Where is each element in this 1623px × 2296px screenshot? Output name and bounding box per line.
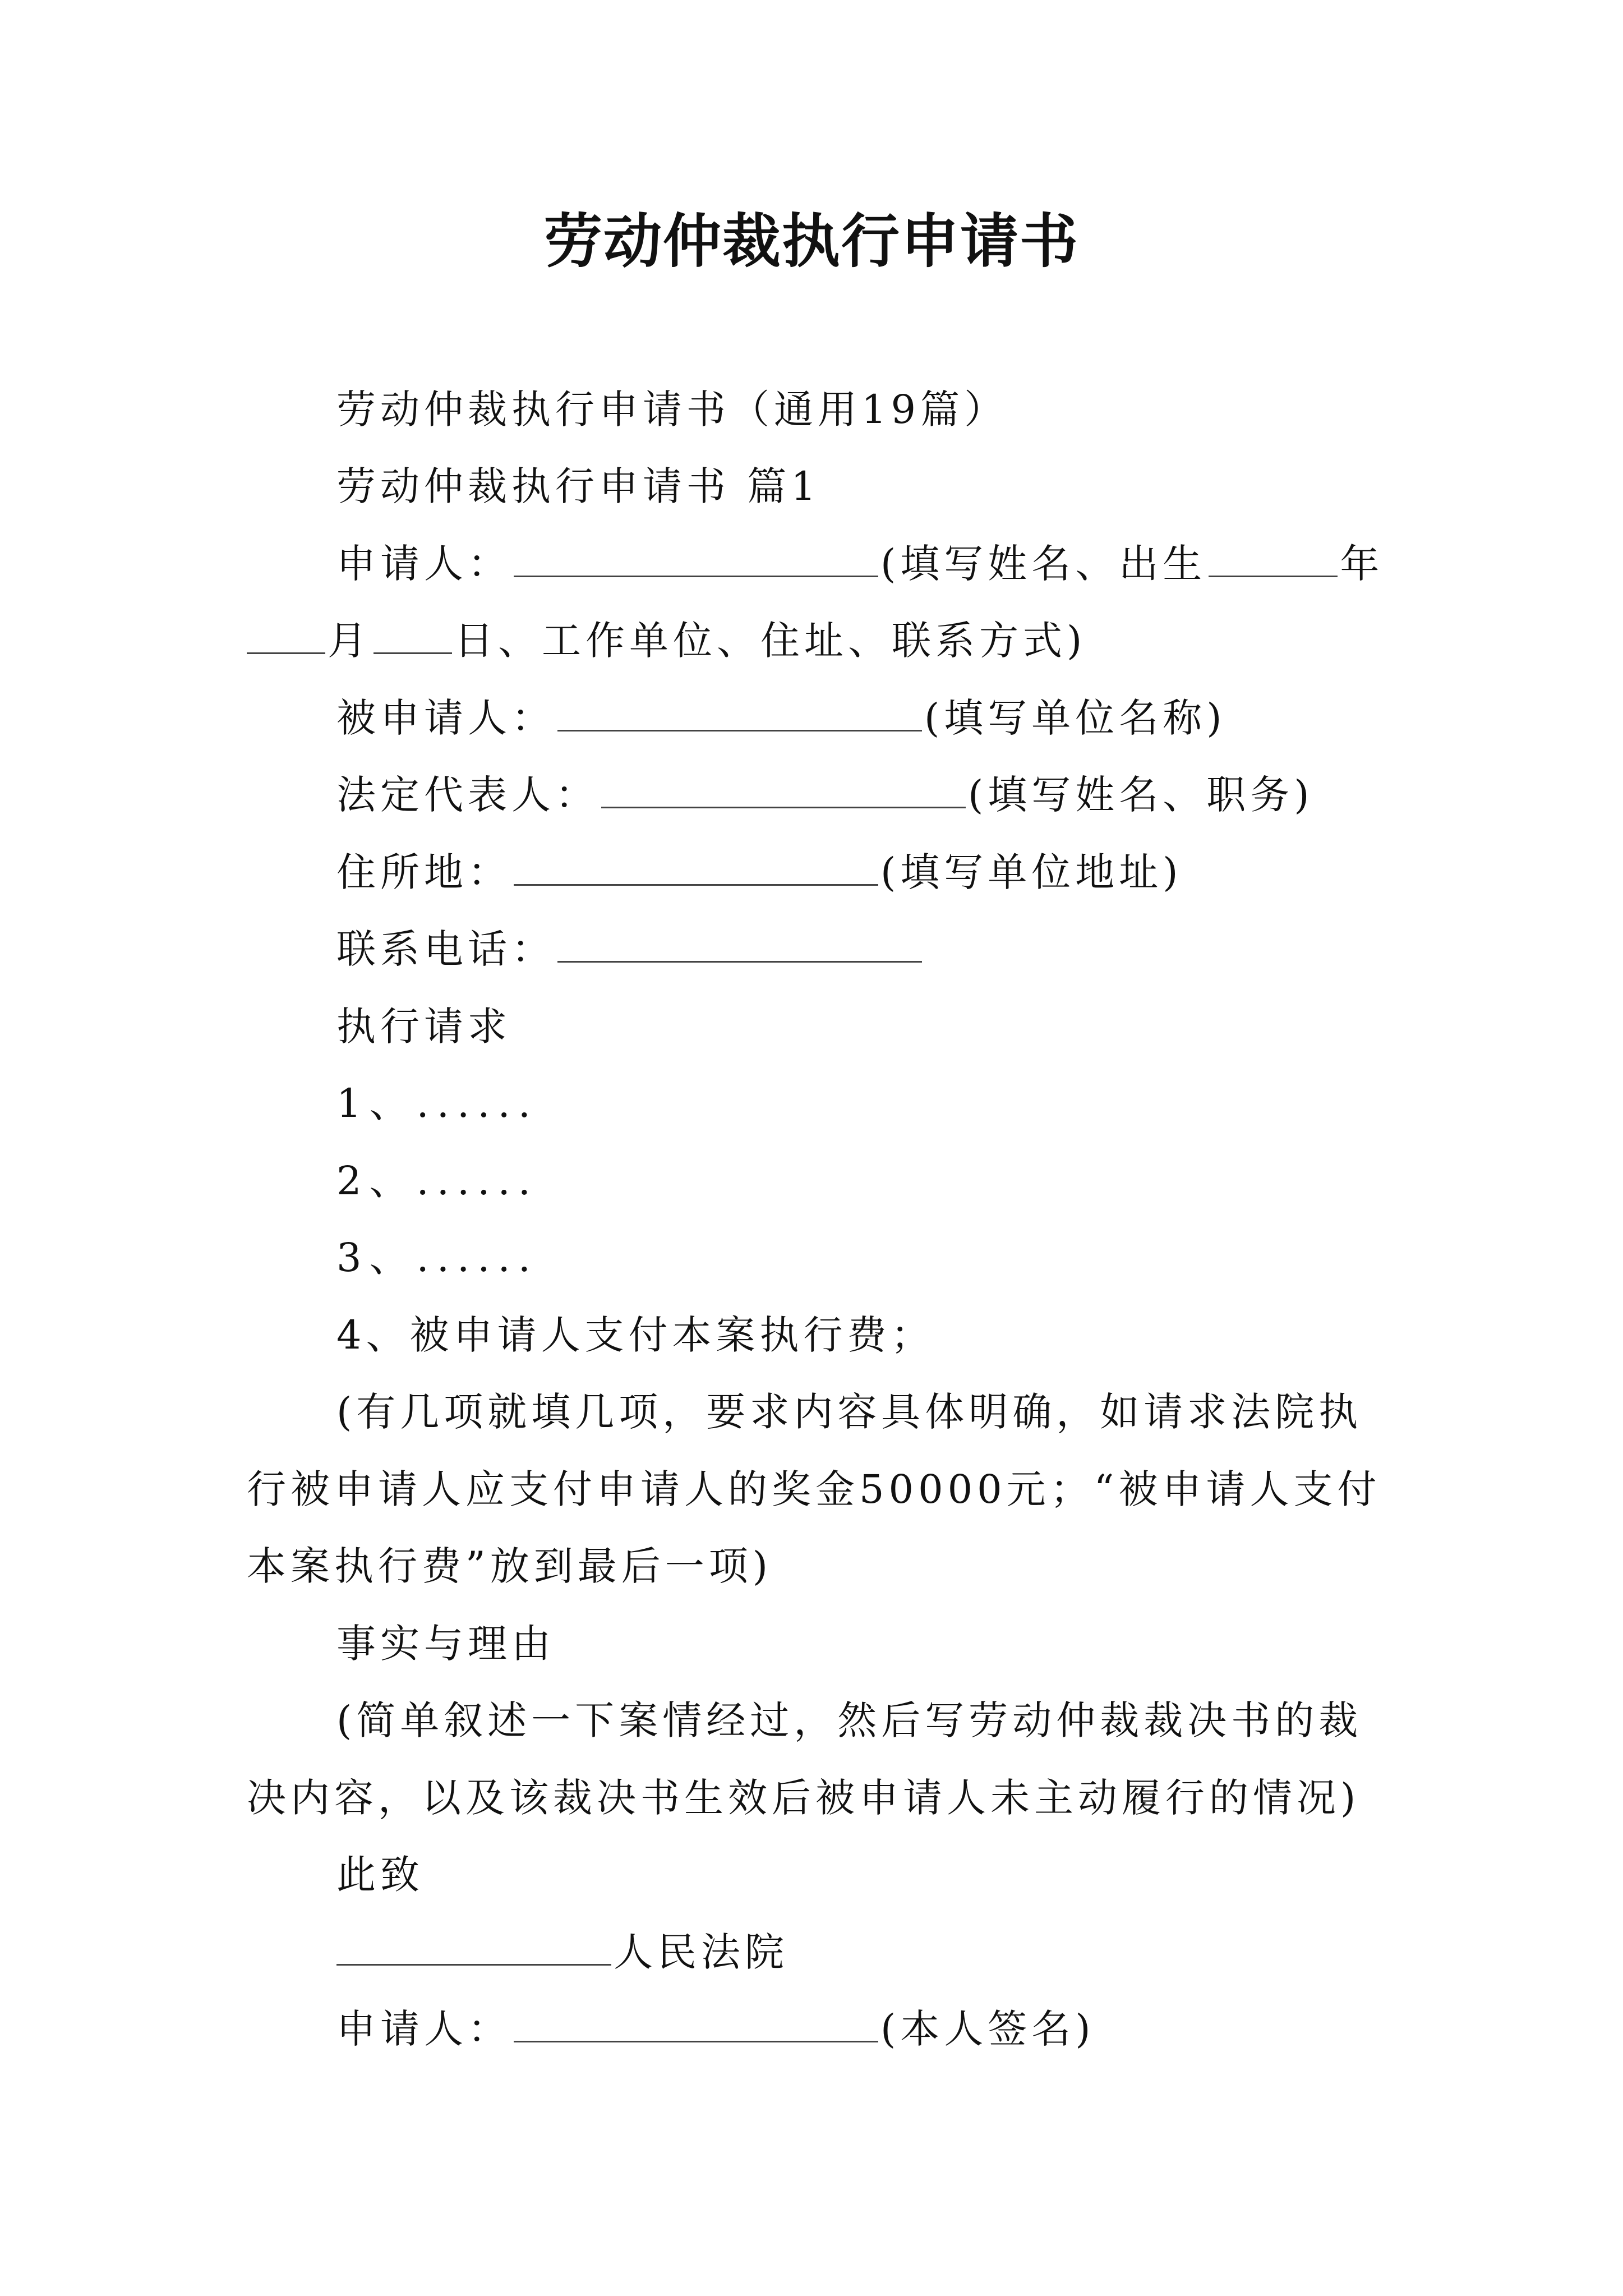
birth-month-blank <box>247 618 325 654</box>
address-line <box>336 847 1183 898</box>
applicant-line-continued <box>247 615 1086 666</box>
applicant-hint-continued: 日、工作单位、住址、联系方式) <box>454 618 1087 664</box>
year-label: 年 <box>1340 541 1384 587</box>
request-note-line-1: (有几项就填几项，要求内容具体明确，如请求法院执 <box>336 1389 1363 1435</box>
request-item-4: 4、被申请人支付本案执行费； <box>336 1312 935 1358</box>
section-heading: 劳动仲裁执行申请书 篇1 <box>336 463 820 509</box>
document-title: 劳动仲裁执行申请书 <box>543 206 1079 275</box>
request-item-3: 3、...... <box>336 1235 539 1281</box>
facts-note-line-1: (简单叙述一下案情经过，然后写劳动仲裁裁决书的裁 <box>336 1697 1363 1743</box>
signature-hint: (本人签名) <box>880 2006 1095 2052</box>
court-line <box>336 1927 789 1977</box>
request-note-line-3: 本案执行费”放到最后一项) <box>247 1543 773 1589</box>
request-item-2: 2、...... <box>336 1158 539 1204</box>
court-suffix: 人民法院 <box>614 1929 789 1975</box>
address-blank <box>514 849 878 886</box>
legal-representative-line <box>336 770 1314 820</box>
court-name-blank <box>336 1929 611 1966</box>
legal-representative-blank <box>601 772 966 808</box>
legal-representative-label: 法定代表人： <box>336 772 599 818</box>
document-subtitle: 劳动仲裁执行申请书（通用19篇） <box>336 386 1008 432</box>
respondent-blank <box>557 695 922 731</box>
signature-label: 申请人： <box>336 2006 511 2052</box>
signature-blank <box>514 2006 878 2042</box>
facts-heading: 事实与理由 <box>336 1621 555 1667</box>
facts-note-line-2: 决内容，以及该裁决书生效后被申请人未主动履行的情况) <box>247 1775 1361 1821</box>
month-label: 月 <box>328 618 371 664</box>
phone-blank <box>557 926 922 963</box>
birth-year-blank <box>1209 541 1338 577</box>
address-label: 住所地： <box>336 849 511 895</box>
applicant-hint: (填写姓名、出生 <box>880 541 1207 587</box>
requests-heading: 执行请求 <box>336 1004 511 1050</box>
applicant-label: 申请人： <box>336 541 511 587</box>
request-note-line-2: 行被申请人应支付申请人的奖金50000元；“被申请人支付 <box>247 1466 1381 1512</box>
applicant-line <box>336 539 1384 589</box>
applicant-name-blank <box>514 541 878 577</box>
respondent-line <box>336 693 1227 743</box>
request-item-1: 1、...... <box>336 1080 539 1126</box>
address-hint: (填写单位地址) <box>880 849 1183 895</box>
phone-label: 联系电话： <box>336 926 555 972</box>
phone-line <box>336 924 924 974</box>
respondent-hint: (填写单位名称) <box>924 695 1227 741</box>
respondent-label: 被申请人： <box>336 695 555 741</box>
salutation: 此致 <box>336 1852 424 1898</box>
birth-day-blank <box>374 618 452 654</box>
signature-line <box>336 2004 1095 2054</box>
legal-representative-hint: (填写姓名、职务) <box>968 772 1314 818</box>
